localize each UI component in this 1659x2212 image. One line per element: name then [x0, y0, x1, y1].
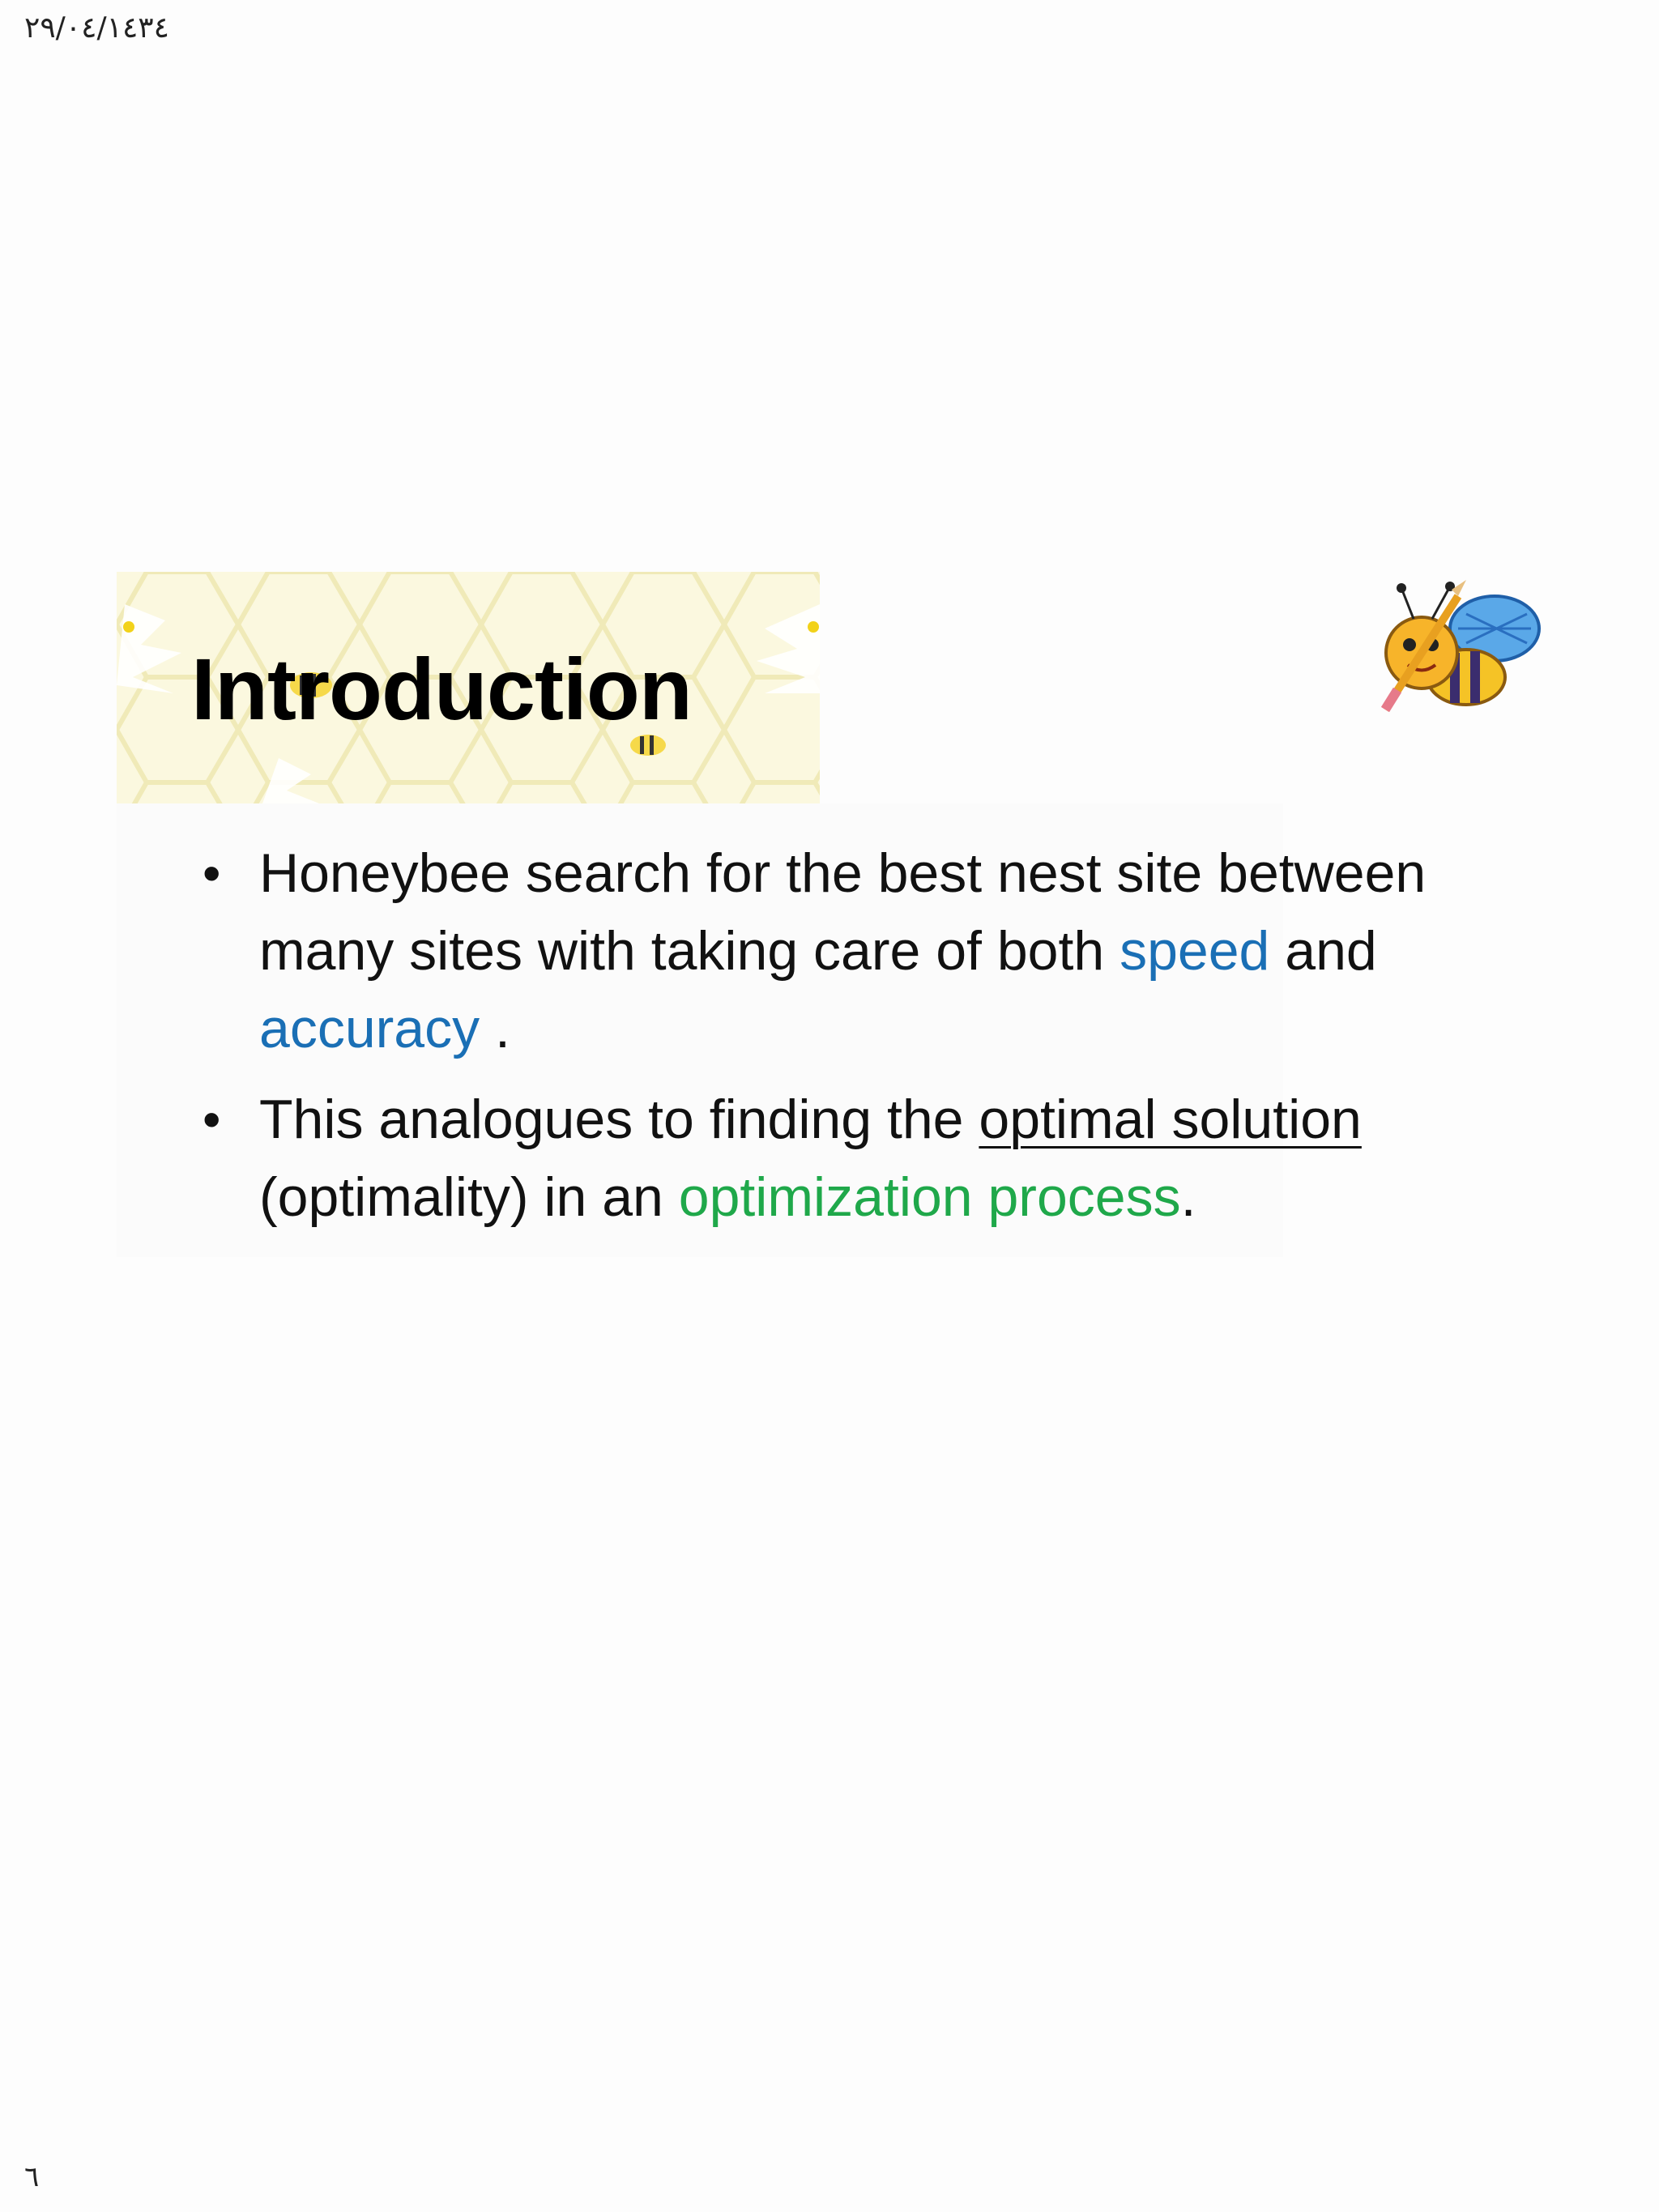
bullet-text: Honeybee search for the best nest site between many sites with taking care of both [259, 842, 1427, 982]
bullet-text: and [1269, 920, 1377, 982]
highlight-accuracy: accuracy [259, 998, 480, 1059]
highlight-speed: speed [1120, 920, 1270, 982]
slide-title: Introduction [191, 640, 692, 738]
bullet-item [186, 1080, 1515, 1236]
bee-mascot-icon [1337, 572, 1555, 731]
bullet-item [186, 834, 1515, 1068]
bullet-dot-icon: • [203, 844, 221, 902]
underlined-optimal-solution: optimal solution [979, 1089, 1362, 1150]
bullet-text: . [480, 998, 510, 1059]
header-date: ٢٩/٠٤/١٤٣٤ [24, 11, 169, 45]
bullet-dot-icon: • [203, 1090, 221, 1149]
bullet-text: This analogues to finding the [259, 1089, 979, 1150]
bullet-text: (optimality) in an [259, 1166, 679, 1228]
highlight-optimization-process: optimization process [678, 1166, 1181, 1228]
bullet-text: . [1180, 1166, 1196, 1228]
page-number: ٦ [24, 2161, 40, 2193]
bullet-list [186, 834, 1515, 1249]
